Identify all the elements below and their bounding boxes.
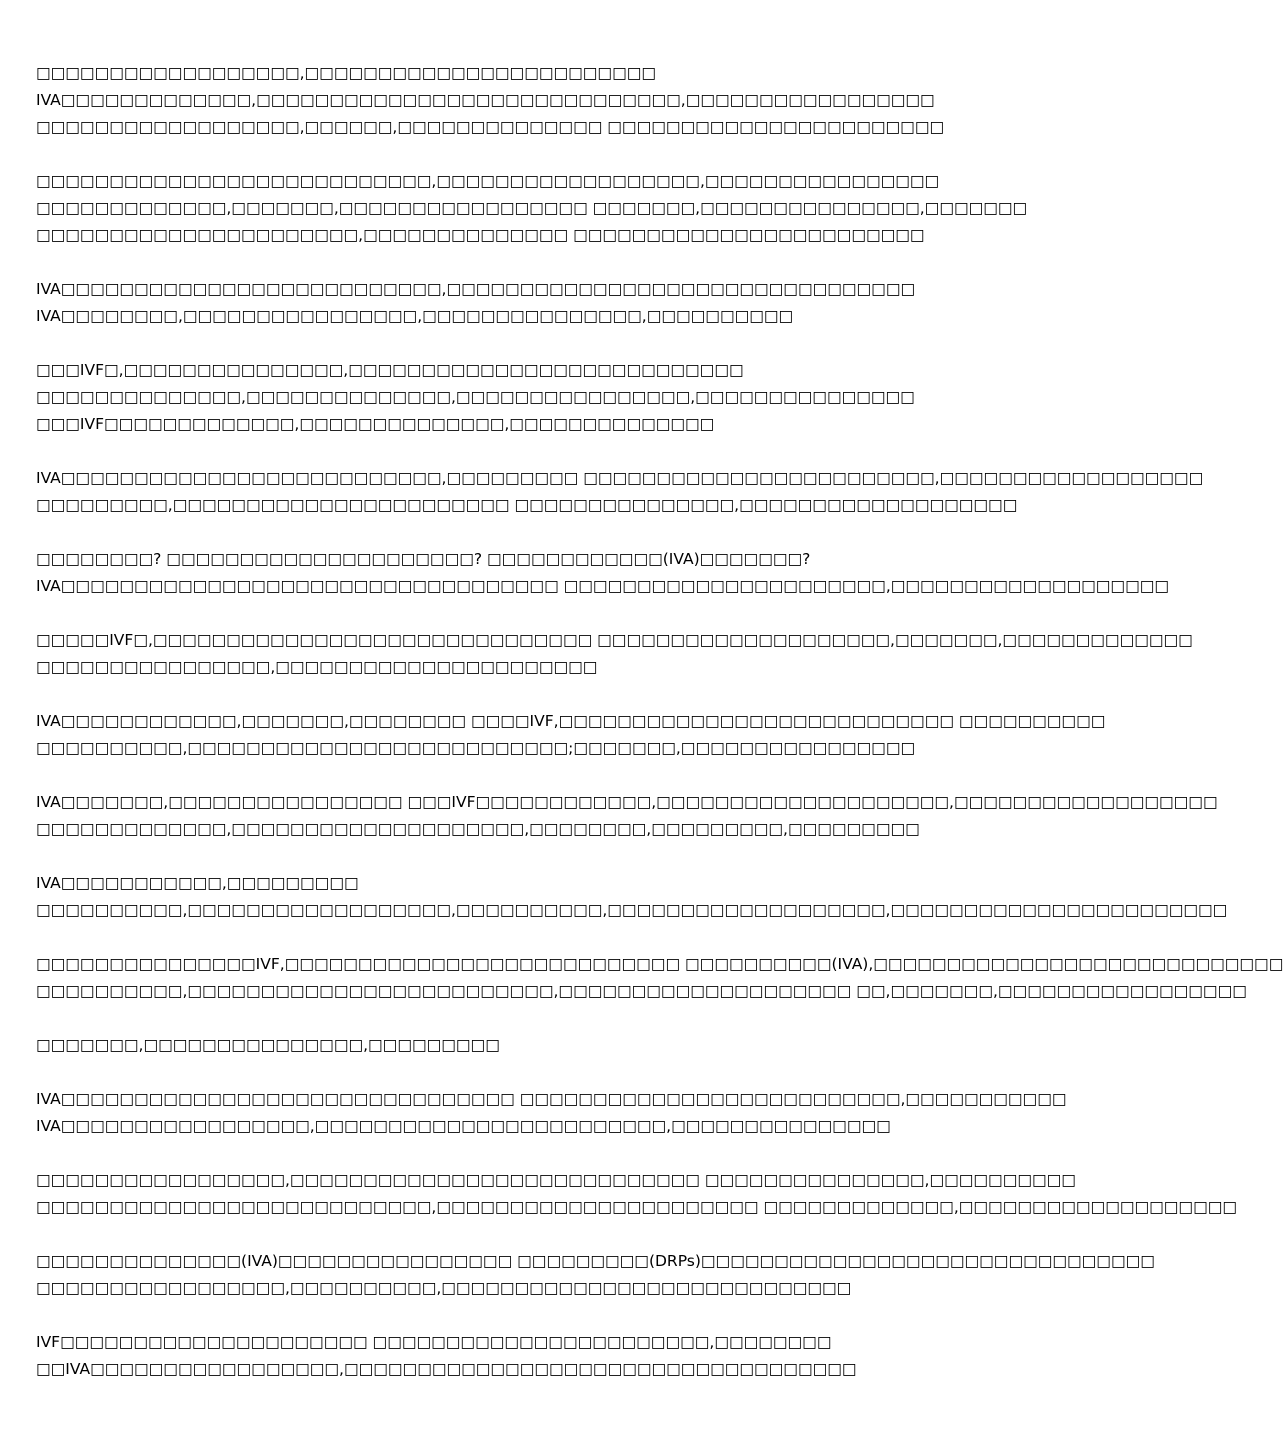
paragraph [36, 546, 1169, 600]
paragraph [36, 870, 1228, 924]
paragraph [36, 357, 996, 438]
text-line: □□□□□□□□□□□□□,□□□□□□□□□□□□□□□□□□□□,□□□□□□□□,□□□□□□□□□,□□□□□□□□□ [36, 820, 920, 838]
paragraph [36, 951, 1283, 1005]
text-line: □□□□□□□□□□□□□,□□□□□□□,□□□□□□□□□□□□□□□□□ □□□□□□□,□□□□□□□□□□□□□□□,□□□□□□□ [36, 199, 1028, 217]
text-line: □□□□□□□□□□□□□□□□□,□□□□□□□□□□□□□□□□□□□□□□□□□□□□ □□□□□□□□□□□□□□□,□□□□□□□□□□ [36, 1171, 1076, 1189]
text-line: IVA□□□□□□□□□□□□,□□□□□□□,□□□□□□□□ □□□□IVF,□□□□□□□□□□□□□□□□□□□□□□□□□□□ □□□□□□□□□□ [36, 712, 1106, 730]
paragraph [36, 1032, 996, 1059]
text-line: IVA□□□□□□□□□□□□□,□□□□□□□□□□□□□□□□□□□□□□□□□□□□□,□□□□□□□□□□□□□□□□□ [36, 91, 935, 109]
text-line: IVA□□□□□□□□□□□□□□□□□□□□□□□□□□□□□□□□□□ □□□□□□□□□□□□□□□□□□□□□□,□□□□□□□□□□□□□□□□□□□ [36, 577, 1169, 595]
text-line: □□□□□□□□□□□□□□,□□□□□□□□□□□□□□,□□□□□□□□□□□□□□□□,□□□□□□□□□□□□□□□ [36, 388, 915, 406]
text-line: □□IVA□□□□□□□□□□□□□□□□□,□□□□□□□□□□□□□□□□□□□□□□□□□□□□□□□□□□□ [36, 1360, 857, 1378]
paragraph [36, 168, 1028, 249]
paragraph [36, 60, 996, 141]
text-line: □□□□□□□□□□□□□□□□□,□□□□□□□□□□,□□□□□□□□□□□□□□□□□□□□□□□□□□□□ [36, 1279, 852, 1297]
text-line: IVA□□□□□□□□□□□,□□□□□□□□□ [36, 874, 359, 892]
text-line: □□□□□□□□□□□□□□□□□□,□□□□□□,□□□□□□□□□□□□□□ □□□□□□□□□□□□□□□□□□□□□□□ [36, 118, 945, 136]
text-line: □□□□□□□□□□,□□□□□□□□□□□□□□□□□□□□□□□□□,□□□□□□□□□□□□□□□□□□□□ □□,□□□□□□□,□□□□□□□□□□□□□□□□□ [36, 982, 1247, 1000]
text-line: IVA□□□□□□□□□□□□□□□□□,□□□□□□□□□□□□□□□□□□□□□□□□,□□□□□□□□□□□□□□□ [36, 1117, 891, 1135]
text-line: □□□□□□□□□□□□□□□□□□,□□□□□□□□□□□□□□□□□□□□□□□□ [36, 64, 657, 82]
text-line: □□□□□□□□□□,□□□□□□□□□□□□□□□□□□,□□□□□□□□□□,□□□□□□□□□□□□□□□□□□□,□□□□□□□□□□□□□□□□□□□□□□□ [36, 901, 1228, 919]
text-line: □□□□□□□□□□□□□□□□□□□□□□□□□□□,□□□□□□□□□□□□□□□□□□,□□□□□□□□□□□□□□□□ [36, 172, 940, 190]
text-line: □□□IVF□□□□□□□□□□□□□,□□□□□□□□□□□□□□,□□□□□□□□□□□□□□ [36, 415, 715, 433]
text-line: □□□□□□□□□□□□□□(IVA)□□□□□□□□□□□□□□□□ □□□□□□□□□(DRPs)□□□□□□□□□□□□□□□□□□□□□□□□□□□□□□□ [36, 1252, 1155, 1270]
text-line: □□□□□□□,□□□□□□□□□□□□□□□,□□□□□□□□□ [36, 1036, 500, 1054]
text-line: IVA□□□□□□□□□□□□□□□□□□□□□□□□□□,□□□□□□□□□□□□□□□□□□□□□□□□□□□□□□□□ [36, 280, 916, 298]
text-line: IVA□□□□□□□□□□□□□□□□□□□□□□□□□□,□□□□□□□□□ □□□□□□□□□□□□□□□□□□□□□□□□,□□□□□□□□□□□□□□□□□□ [36, 469, 1204, 487]
paragraph [36, 465, 1204, 519]
paragraph [36, 1248, 1155, 1302]
text-line: □□□□□□□□□□,□□□□□□□□□□□□□□□□□□□□□□□□□□;□□□□□□□,□□□□□□□□□□□□□□□□ [36, 739, 916, 757]
text-line: □□□□□□□□□,□□□□□□□□□□□□□□□□□□□□□□□ □□□□□□□□□□□□□□□,□□□□□□□□□□□□□□□□□□□ [36, 496, 1018, 514]
text-line: □□□IVF□,□□□□□□□□□□□□□□□,□□□□□□□□□□□□□□□□□□□□□□□□□□□ [36, 361, 744, 379]
text-line: IVA□□□□□□□,□□□□□□□□□□□□□□□□ □□□IVF□□□□□□□□□□□□,□□□□□□□□□□□□□□□□□□□□,□□□□□□□□□□□□□□□□□□ [36, 793, 1218, 811]
text-line: □□□□□□□□□□□□□□□□□□□□□□,□□□□□□□□□□□□□□ □□□□□□□□□□□□□□□□□□□□□□□□ [36, 226, 925, 244]
text-line: □□□□□IVF□,□□□□□□□□□□□□□□□□□□□□□□□□□□□□□□ □□□□□□□□□□□□□□□□□□□□,□□□□□□□,□□□□□□□□□□□□□ [36, 631, 1193, 649]
paragraph [36, 789, 1218, 843]
paragraph [36, 1086, 1067, 1140]
paragraph [36, 276, 996, 330]
text-line: IVF□□□□□□□□□□□□□□□□□□□□□ □□□□□□□□□□□□□□□□□□□□□□□,□□□□□□□□ [36, 1333, 832, 1351]
paragraph [36, 627, 1193, 681]
document-page [36, 60, 1283, 1410]
text-line: □□□□□□□□□□□□□□□IVF,□□□□□□□□□□□□□□□□□□□□□□□□□□□ □□□□□□□□□□(IVA),□□□□□□□□□□□□□□□□□□□□□□□□□□□□ [36, 955, 1283, 973]
paragraph [36, 1167, 1238, 1221]
text-line: □□□□□□□□? □□□□□□□□□□□□□□□□□□□□□? □□□□□□□□□□□□(IVA)□□□□□□□? [36, 550, 811, 568]
text-line: IVA□□□□□□□□,□□□□□□□□□□□□□□□□,□□□□□□□□□□□□□□□,□□□□□□□□□□ [36, 307, 794, 325]
text-line: IVA□□□□□□□□□□□□□□□□□□□□□□□□□□□□□□□ □□□□□□□□□□□□□□□□□□□□□□□□□□,□□□□□□□□□□□ [36, 1090, 1067, 1108]
text-line: □□□□□□□□□□□□□□□□□□□□□□□□□□□,□□□□□□□□□□□□□□□□□□□□□□ □□□□□□□□□□□□□,□□□□□□□□□□□□□□□□□□□ [36, 1198, 1238, 1216]
paragraph [36, 1329, 996, 1383]
text-line: □□□□□□□□□□□□□□□□,□□□□□□□□□□□□□□□□□□□□□□ [36, 658, 598, 676]
paragraph [36, 708, 1106, 762]
